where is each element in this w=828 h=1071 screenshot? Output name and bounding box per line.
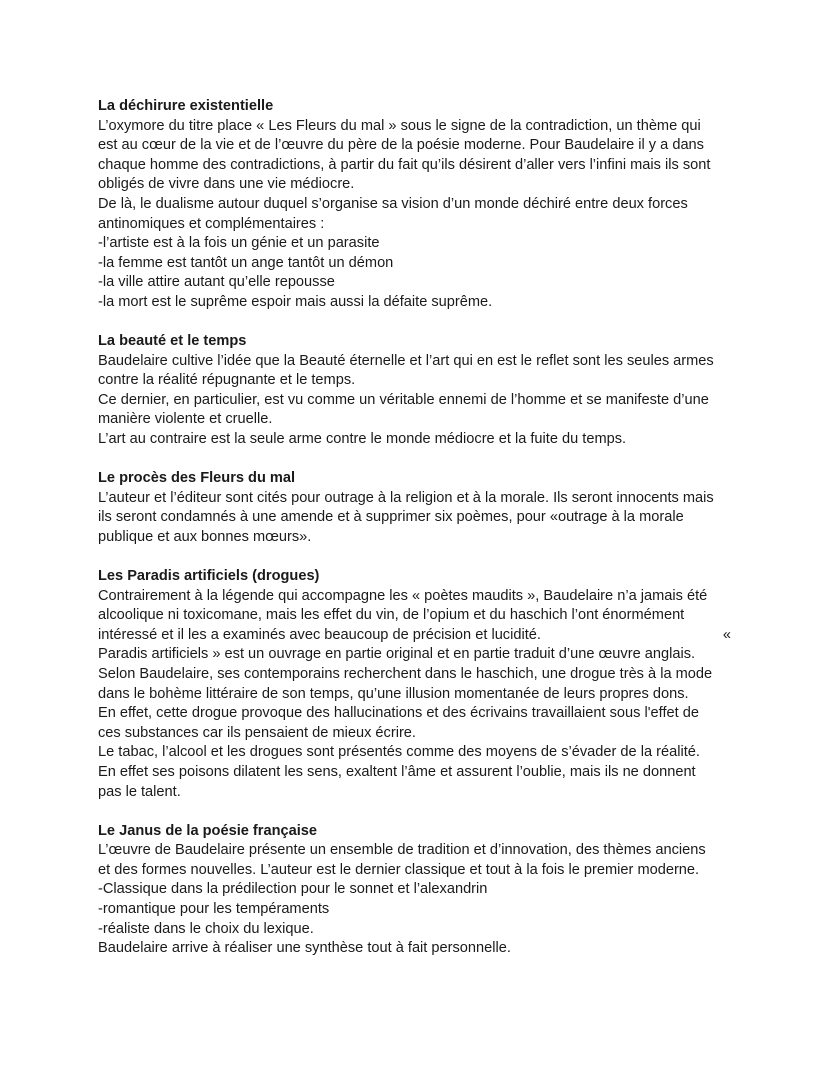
- text-line-with-quote: [98, 626, 731, 646]
- list-item: -réaliste dans le choix du lexique.: [98, 920, 314, 937]
- list-item: -la mort est le suprême espoir mais aussi la défaite suprême.: [98, 293, 493, 310]
- text-line: ces substances car ils pensaient de mieux écrire.: [98, 724, 416, 741]
- text-line: L’œuvre de Baudelaire présente un ensemble de tradition et d’innovation, des thèmes anciens: [98, 842, 706, 859]
- section-proces: [98, 469, 768, 547]
- text-line: Ce dernier, en particulier, est vu comme un véritable ennemi de l’homme et se manifeste d’une: [98, 391, 709, 408]
- text-line: intéressé et il les a examinés avec beaucoup de précision et lucidité.: [98, 626, 541, 643]
- section-beaute-temps: [98, 332, 768, 450]
- list-item: -la ville attire autant qu’elle repousse: [98, 274, 335, 291]
- list-item: -l’artiste est à la fois un génie et un parasite: [98, 235, 380, 252]
- text-line: Baudelaire cultive l’idée que la Beauté éternelle et l’art qui en est le reflet sont les seules armes: [98, 352, 714, 369]
- text-line: obligés de vivre dans une vie médiocre.: [98, 176, 355, 193]
- text-line: dans le bohème littéraire de son temps, qu’une illusion momentanée de leurs propres dons.: [98, 685, 689, 702]
- text-line: L’oxymore du titre place « Les Fleurs du mal » sous le signe de la contradiction, un thème qui: [98, 117, 701, 134]
- section-heading: Les Paradis artificiels (drogues): [98, 567, 320, 584]
- text-line: chaque homme des contradictions, à partir du fait qu’ils désirent d’aller vers l’infini mais ils sont: [98, 156, 711, 173]
- list-item: -Classique dans la prédilection pour le sonnet et l’alexandrin: [98, 881, 488, 898]
- text-line: manière violente et cruelle.: [98, 411, 273, 428]
- section-heading: La déchirure existentielle: [98, 98, 274, 114]
- list-item: -romantique pour les tempéraments: [98, 900, 330, 917]
- trailing-quote: «: [722, 626, 731, 643]
- text-line: ils seront condamnés à une amende et à supprimer six poèmes, pour «outrage à la morale: [98, 509, 684, 526]
- text-line: En effet, cette drogue provoque des hallucinations et des écrivains travaillaient sous l'effet de: [98, 705, 699, 722]
- text-line: et des formes nouvelles. L’auteur est le dernier classique et tout à la fois le premier moderne.: [98, 861, 700, 878]
- section-heading: Le procès des Fleurs du mal: [98, 470, 296, 487]
- text-line: En effet ses poisons dilatent les sens, exaltent l’âme et assurent l’oublie, mais ils ne donnent: [98, 763, 696, 780]
- text-line: contre la réalité répugnante et le temps.: [98, 372, 356, 389]
- text-line: Le tabac, l’alcool et les drogues sont présentés comme des moyens de s’évader de la réalité.: [98, 744, 700, 761]
- text-line: alcoolique ni toxicomane, mais les effet du vin, de l’opium et du haschich l’ont énormément: [98, 607, 685, 624]
- section-paradis-artificiels: [98, 567, 768, 802]
- text-line: publique et aux bonnes mœurs».: [98, 528, 312, 545]
- text-line: L’art au contraire est la seule arme contre le monde médiocre et la fuite du temps.: [98, 431, 627, 447]
- text-line: pas le talent.: [98, 783, 181, 800]
- section-janus: [98, 822, 768, 959]
- text-line: Contrairement à la légende qui accompagne les « poètes maudits », Baudelaire n’a jamais été: [98, 587, 708, 604]
- text-line: antinomiques et complémentaires :: [98, 215, 325, 232]
- section-dechirure: [98, 97, 768, 313]
- list-item: -la femme est tantôt un ange tantôt un démon: [98, 254, 394, 271]
- text-line: Selon Baudelaire, ses contemporains recherchent dans le haschich, une drogue très à la mode: [98, 665, 713, 682]
- text-line: De là, le dualisme autour duquel s’organise sa vision d’un monde déchiré entre deux forces: [98, 195, 688, 212]
- section-heading: La beauté et le temps: [98, 333, 247, 350]
- text-line: est au cœur de la vie et de l’œuvre du père de la poésie moderne. Pour Baudelaire il y a dans: [98, 137, 704, 154]
- section-heading: Le Janus de la poésie française: [98, 822, 318, 839]
- text-line: Paradis artificiels » est un ouvrage en partie original et en partie traduit d’une œuvre anglais.: [98, 646, 696, 663]
- text-line: Baudelaire arrive à réaliser une synthèse tout à fait personnelle.: [98, 940, 511, 957]
- text-line: L’auteur et l’éditeur sont cités pour outrage à la religion et à la morale. Ils seront innocents mais: [98, 489, 714, 506]
